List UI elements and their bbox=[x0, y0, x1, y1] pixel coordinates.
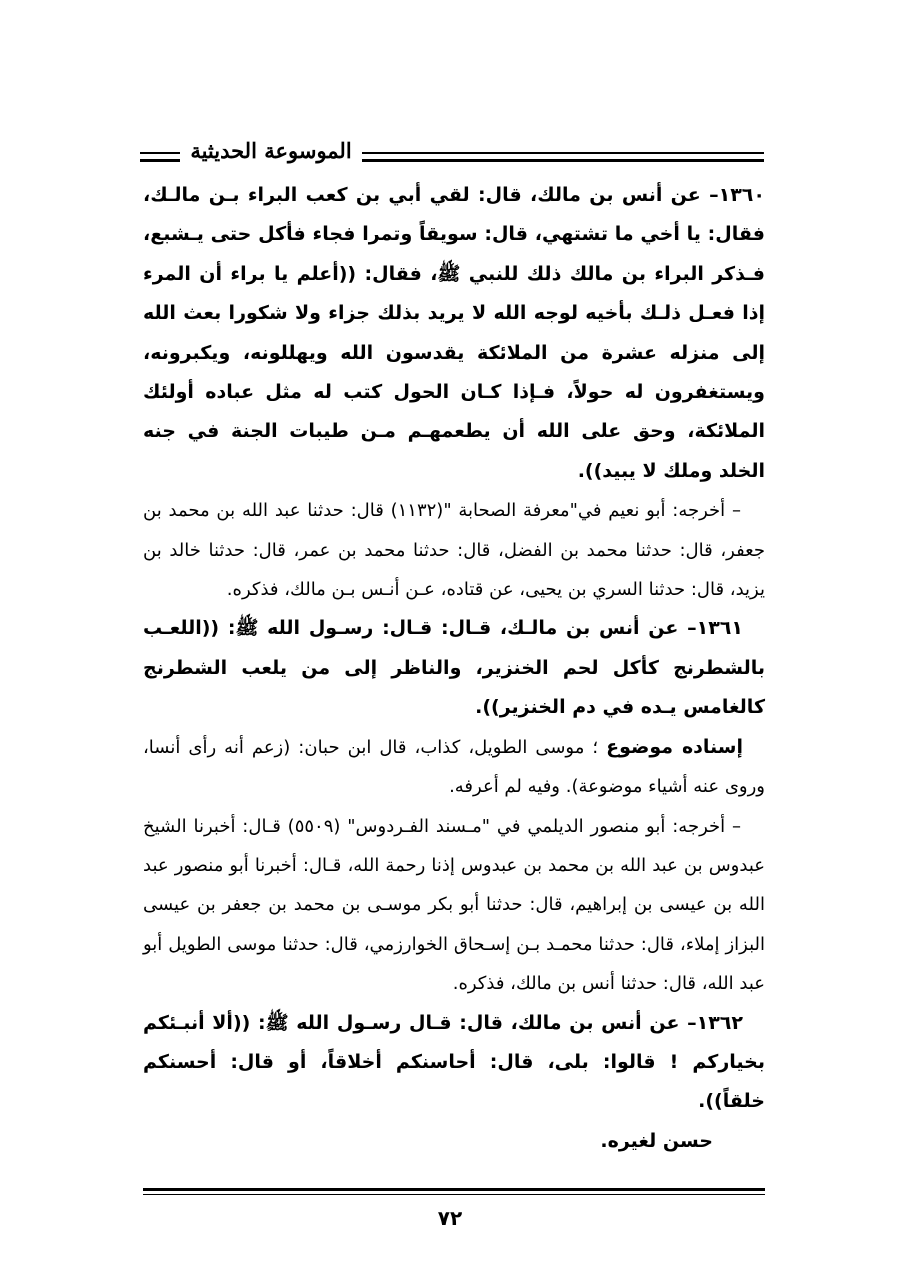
hadith-1360: ١٣٦٠– عن أنس بن مالك، قال: لقي أبي بن كعب البراء بـن مالـك، فقال: يا أخي ما تشتهي، قال: سويقاً وتمرا فجاء فأكل حتى يـشبع، فـذكر البراء بن مالك ذلك للنبي ﷺ، فقال: ((أعلم يا براء أن المرء إذا فعـل ذلـك بأخيه لوجه الله لا يريد بذلك جزاء ولا شكورا بعث الله إلى منزله عشرة من الملائكة يقدسون الله ويهللونه، ويكبرونه، ويستغفرون له حولاً، فـإذا كـان الحول كتب له مثل عباده أولئك الملائكة، وحق على الله أن يطعمهـم مـن طيبات الجنة في جنه الخلد وملك لا يبيد)). bbox=[143, 184, 765, 482]
takhrij-1361: – أخرجه: أبو منصور الديلمي في "مـسند الفـردوس" (٥٥٠٩) قـال: أخبرنا الشيخ عبدوس بن عبد الله بن محمد بن عبدوس إذنا رحمة الله، قـال: أخبرنا أبو منصور عبد الله بن عيسى بن إبراهيم، قال: حدثنا أبو بكر موسـى بن محمد بن جعفر بن عيسى البزاز إملاء، قال: حدثنا محمـد بـن إسـحاق الخوارزمي، قال: حدثنا موسى الطويل أبو عبد الله، قال: حدثنا أنس بن مالك، فذكره. bbox=[143, 815, 765, 995]
page-body bbox=[143, 176, 765, 1161]
hadith-1362: ١٣٦٢– عن أنس بن مالك، قال: قـال رسـول الله ﷺ: ((ألا أنبـئكم بخياركم ! قالوا: بلى، قال: أحاسنكم أخلاقاً، أو قال: أحسنكم خلقاً)). bbox=[143, 1011, 765, 1113]
grading-label: إسناده موضوع bbox=[606, 735, 743, 758]
header-rule-right bbox=[362, 152, 764, 162]
page-number: ٧٢ bbox=[437, 1206, 463, 1230]
grading-text: ؛ موسى الطويل، كذاب، قال ابن حبان: (زعم أنه رأى أنسا، وروى عنه أشياء موضوعة). وفيه لم أعرفه. bbox=[143, 736, 765, 798]
grading-1362: حسن لغيره. bbox=[600, 1129, 713, 1152]
footer-rule bbox=[143, 1188, 765, 1195]
takhrij-1360: – أخرجه: أبو نعيم في"معرفة الصحابة "(١١٣٢) قال: حدثنا عبد الله بن محمد بن جعفر، قال: حدثنا محمد بن الفضل، قال: حدثنا محمد بن عمر، قال: حدثنا خالد بن يزيد، قال: حدثنا السري بن يحيى، عن قتاده، عـن أنـس بـن مالك، فذكره. bbox=[143, 500, 765, 601]
running-header bbox=[140, 138, 764, 178]
grading-1361 bbox=[143, 728, 765, 807]
hadith-1361: ١٣٦١– عن أنس بن مالـك، قـال: قـال: رسـول الله ﷺ: ((اللعـب بالشطرنج كأكل لحم الخنزير، والناظر إلى من يلعب الشطرنج كالغامس يـده في دم الخنزير)). bbox=[143, 617, 765, 719]
header-rule-left bbox=[140, 152, 180, 162]
header-title: الموسوعة الحديثية bbox=[190, 138, 352, 163]
